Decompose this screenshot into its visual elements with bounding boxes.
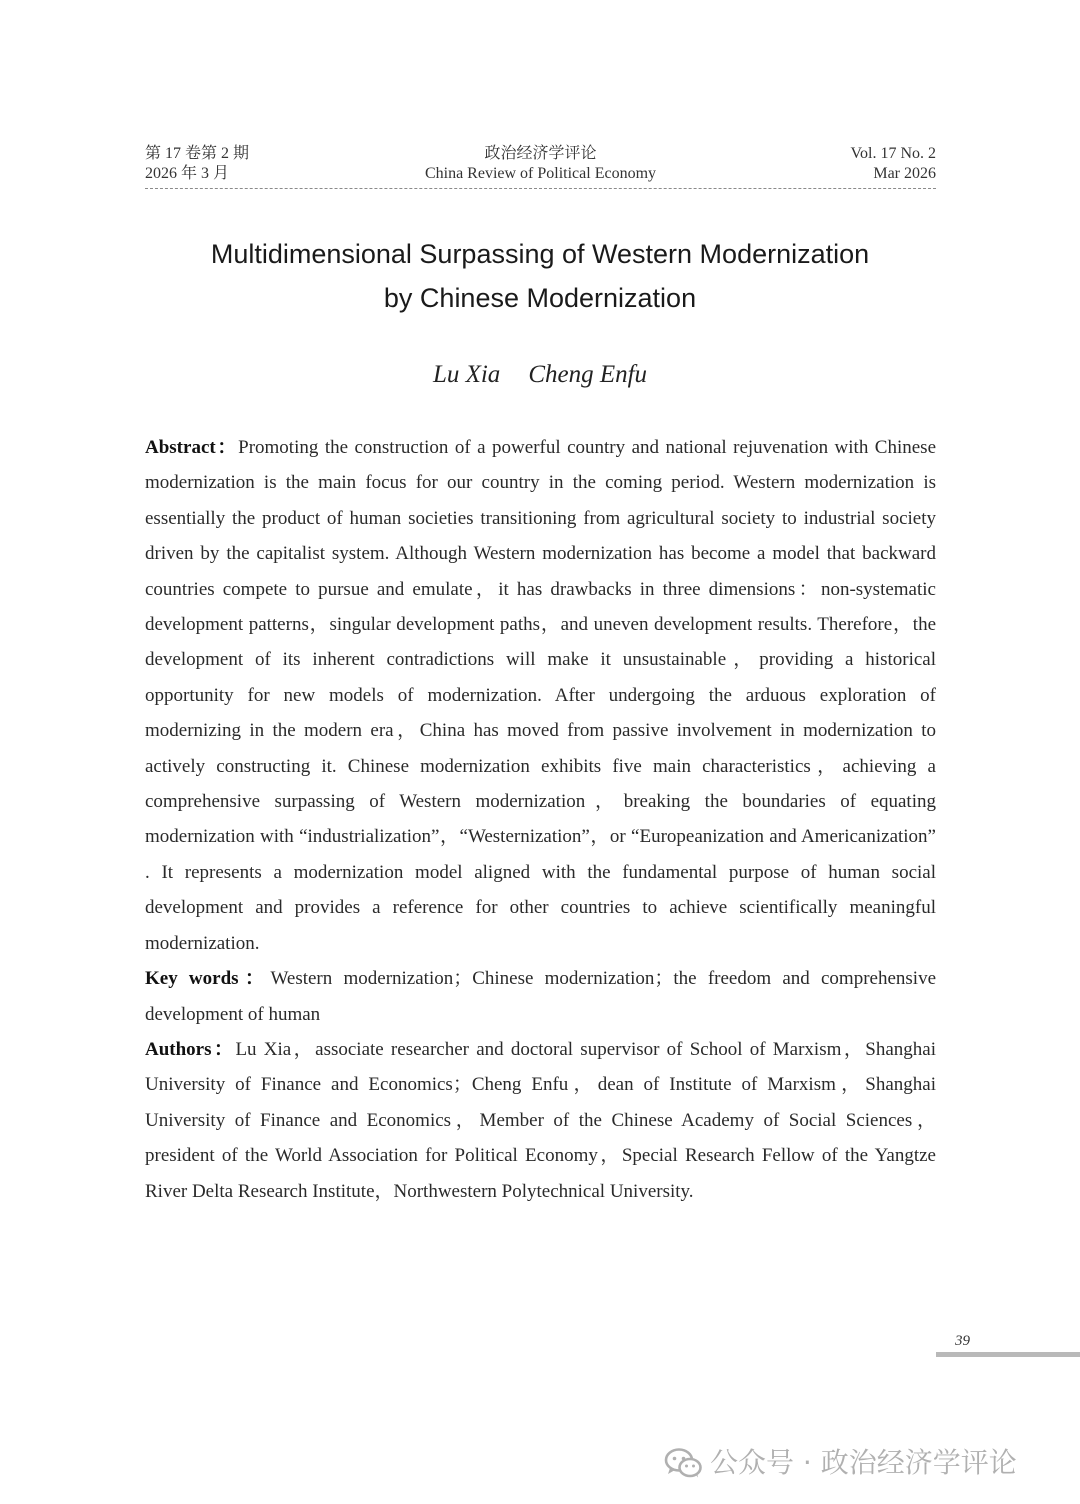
header-journal-en: China Review of Political Economy (424, 165, 657, 182)
header-issue-en (851, 144, 937, 184)
running-header (145, 144, 936, 189)
header-date-cn: 2026 年 3 月 (145, 165, 230, 182)
authors-info-paragraph (145, 1032, 936, 1209)
authors-info-label: Authors： (145, 1038, 236, 1060)
paper-title-line2: by Chinese Modernization (383, 283, 697, 313)
wechat-icon (664, 1448, 702, 1478)
wechat-watermark (664, 1440, 1054, 1484)
abstract-label: Abstract： (145, 437, 239, 458)
abstract-paragraph (145, 430, 936, 961)
watermark-text: 公众号 · 政治经济学评论 (710, 1446, 1017, 1479)
author-name-2: Cheng Enfu (528, 361, 648, 388)
author-names (100, 358, 980, 392)
header-volume-cn: 第 17 卷第 2 期 (145, 145, 250, 162)
author-name-1: Lu Xia (432, 361, 501, 388)
paper-title-line1: Multidimensional Surpassing of Western Modernization (210, 239, 870, 269)
keywords-text: Western modernization；Chinese modernization；the freedom and comprehensive development of human (145, 968, 936, 1025)
abstract-text: Promoting the construction of a powerful country and national rejuvenation with Chinese modernization is the main focus for our country in the coming period. Western modernization is essentially the product of human societies transitioning from agricultural society to industrial society driven by the capitalist system. Although Western modernization has become a model that backward countries compete to pursue and emulate，it has drawbacks in three dimensions：non-systematic development patterns，singular development paths，and uneven development results. Therefore，the development of its inherent contradictions will make it unsustainable，providing a historical opportunity for new models of modernization. After undergoing the arduous exploration of modernizing in the modern era，China has moved from passive involvement in modernization to actively constructing it. Chinese modernization exhibits five main characteristics，achieving a comprehensive surpassing of Western modernization，breaking the boundaries of equating modernization with “industrialization”，“Westernization”，or “Europeanization and Americanization” . It represents a modernization model aligned with the fundamental purpose of human social development and provides a reference for other countries to achieve scientifically meaningful modernization. (145, 437, 937, 954)
page-footer-bar (936, 1352, 1080, 1357)
keywords-label: Key words： (145, 968, 271, 990)
abstract-section (145, 430, 936, 1209)
page-number: 39 (955, 1333, 970, 1349)
header-journal-cn: 政治经济学评论 (484, 145, 597, 162)
header-date-en: Mar 2026 (873, 165, 936, 182)
header-journal (145, 144, 936, 184)
authors-info-text: Lu Xia，associate researcher and doctoral supervisor of School of Marxism，Shanghai University of Finance and Economics；Cheng Enfu，dean of Institute of Marxism，Shanghai University of Finance and Economics，Member of the Chinese Academy of Social Sciences，president of the World Association for Political Economy，Special Research Fellow of the Yangtze River Delta Research Institute，Northwestern Polytechnical University. (145, 1038, 937, 1202)
paper-title (100, 232, 980, 320)
header-volume-en: Vol. 17 No. 2 (850, 145, 936, 162)
keywords-paragraph (145, 961, 936, 1032)
